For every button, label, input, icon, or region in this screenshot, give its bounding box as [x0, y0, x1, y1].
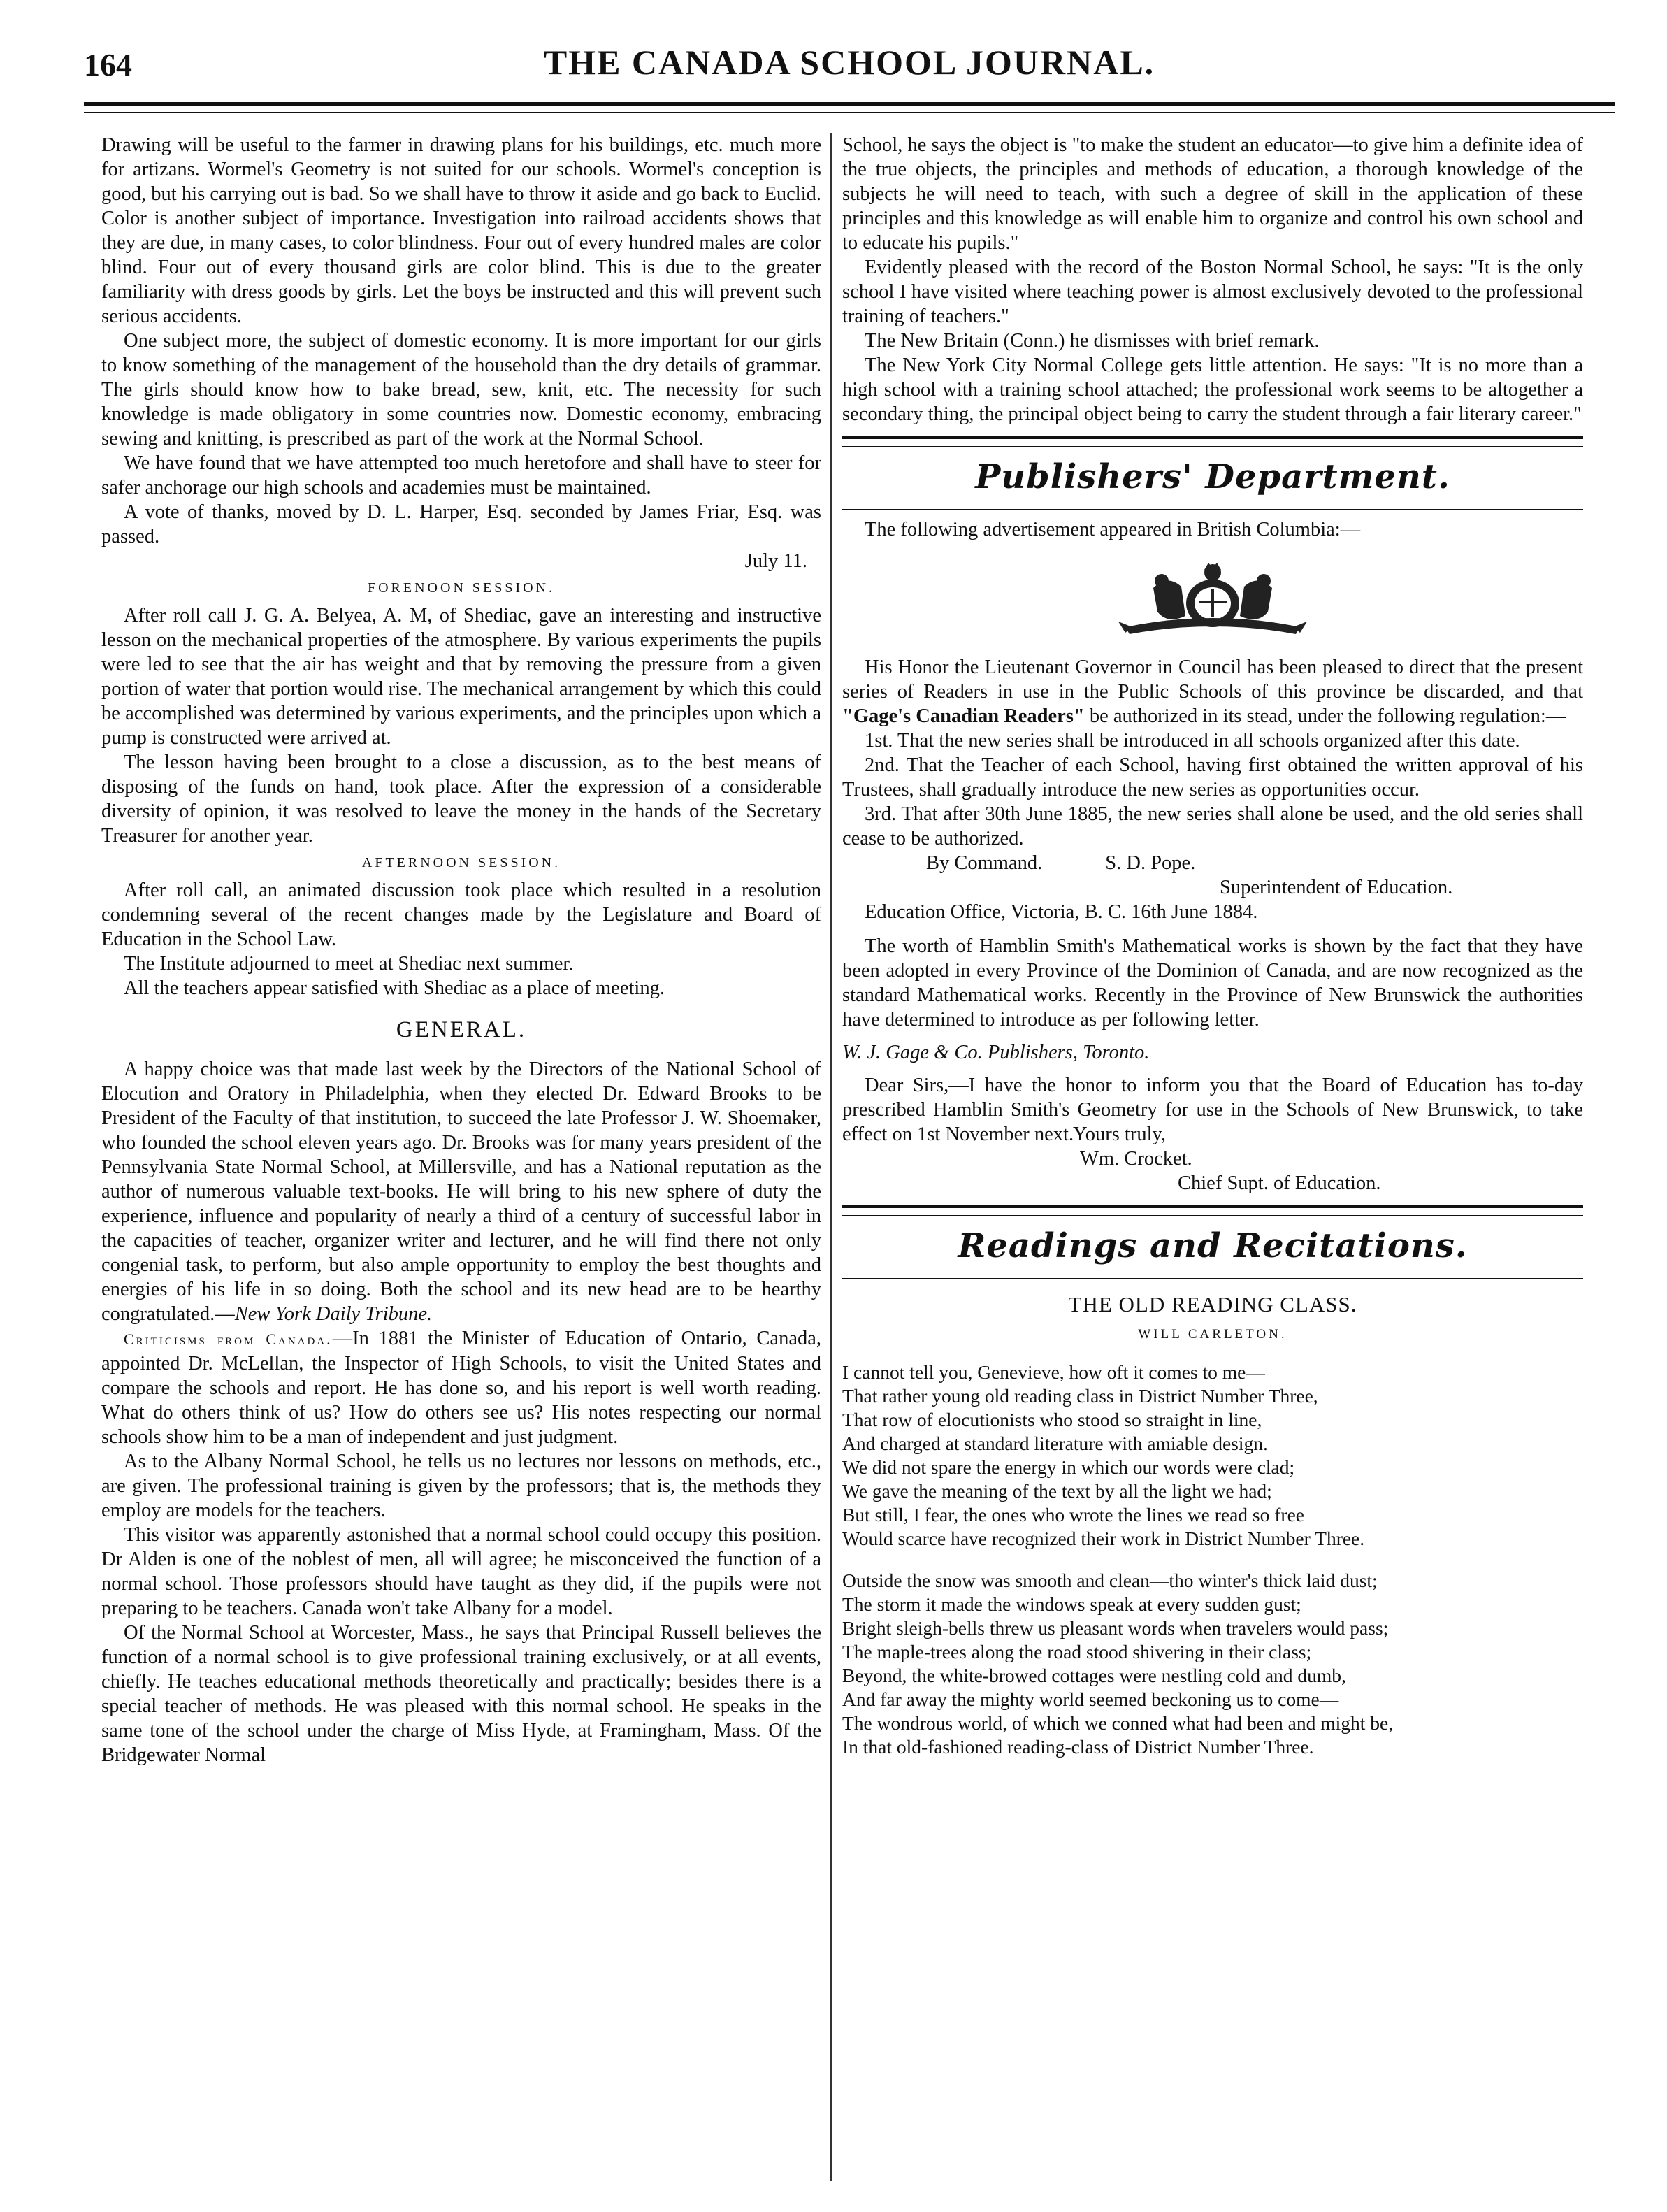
- poem-line: The maple-trees along the road stood shivering in their class;: [842, 1641, 1312, 1662]
- paragraph: Drawing will be useful to the farmer in drawing plans for his buildings, etc. much more for artizans. Wormel's Geometry is not suited for our schools. Wormel's conception is good, but his carrying out is bad. So we shall have to throw it aside and go back to Euclid. Color is another subject of importance. Investigation into railroad accidents shows that they are due, in many cases, to color blindness. Four out of every hundred males are color blind. Four out of every thousand girls are color blind. This is due to the greater familiarity with dress goods by girls. Let the boys be instructed and this will prevent such serious accidents.: [101, 134, 821, 327]
- paragraph-text: be authorized in its stead, under the following regulation:—: [1089, 705, 1566, 727]
- paragraph: The New Britain (Conn.) he dismisses with brief remark.: [865, 330, 1320, 352]
- paragraph: The New York City Normal College gets little attention. He says: "It is no more than a high school with a training school attached; the professional work seems to be altogether a secondary thing, the principal object being to carry the student through a fair literary career.": [842, 354, 1583, 425]
- paragraph: As to the Albany Normal School, he tells us no lectures nor lessons on methods, etc., are given. The professional training is given by the professors; that is, the methods they employ are models for the teachers.: [101, 1451, 821, 1521]
- general-heading: GENERAL.: [396, 1017, 527, 1042]
- header-rule-thin: [84, 112, 1615, 113]
- closing: Yours truly,: [1073, 1123, 1167, 1145]
- section-rule: [842, 436, 1583, 447]
- section-rule: [842, 509, 1583, 510]
- section-rule: [842, 1278, 1583, 1279]
- paragraph: Evidently pleased with the record of the Boston Normal School, he says: "It is the only school I have visited where teaching power is almost exclusively devoted to the professional training of teachers.": [842, 257, 1583, 327]
- poem-line: That row of elocutionists who stood so straight in line,: [842, 1409, 1262, 1430]
- page-header: [84, 42, 1615, 91]
- poem-title: THE OLD READING CLASS.: [1068, 1292, 1357, 1316]
- stanza: [842, 1569, 1583, 1759]
- addressee-line: W. J. Gage & Co. Publishers, Toronto.: [842, 1042, 1150, 1063]
- forenoon-session-heading: FORENOON SESSION.: [367, 580, 556, 596]
- by-command: By Command.: [926, 852, 1043, 874]
- dateline: July 11.: [744, 550, 807, 572]
- section-rule: [842, 1205, 1583, 1216]
- paragraph: [101, 1326, 821, 1449]
- coat-of-arms-icon: [1111, 560, 1314, 637]
- page-number: 164: [84, 47, 132, 82]
- poem-line: In that old-fashioned reading-class of District Number Three.: [842, 1736, 1314, 1758]
- paragraph: One subject more, the subject of domestic economy. It is more important for our girls to know something of the management of the household than the dry details of grammar. The girls should know how to bake bread, sew, knit, etc. The necessity for such knowledge is made obligatory in some countries now. Domestic economy, embracing sewing and knitting, is prescribed as part of the work at the Normal School.: [101, 330, 821, 450]
- readers-title: "Gage's Canadian Readers": [842, 705, 1085, 727]
- letter-signatory-title: Chief Supt. of Education.: [1178, 1172, 1381, 1194]
- paragraph: [101, 1057, 821, 1326]
- signature-line: [842, 851, 1583, 875]
- paragraph: The Institute adjourned to meet at Shediac next summer.: [124, 953, 574, 975]
- paragraph: The lesson having been brought to a close a discussion, as to the best means of disposing of the funds on hand, took place. After the expression of a considerable diversity of opinion, it was resolved to leave the money in the hands of the Secretary Treasurer for another year.: [101, 752, 821, 847]
- paragraph: The following advertisement appeared in British Columbia:—: [865, 519, 1361, 540]
- poem-author: WILL CARLETON.: [1138, 1327, 1287, 1342]
- letter-body: Dear Sirs,—I have the honor to inform you that the Board of Education has to-day prescribed Hamblin Smith's Geometry for use in the Schools of New Brunswick, to take effect on 1st November next.: [842, 1075, 1583, 1145]
- poem-line: That rather young old reading class in District Number Three,: [842, 1385, 1318, 1407]
- letter-signatory: Wm. Crocket.: [1080, 1148, 1192, 1170]
- poem-line: We gave the meaning of the text by all the light we had;: [842, 1480, 1272, 1502]
- column-divider: [830, 133, 832, 2181]
- paragraph: The worth of Hamblin Smith's Mathematical works is shown by the fact that they have been adopted in every Province of the Dominion of Canada, and are now recognized as the standard Mathematical works. Recently in the Province of New Brunswick the authorities have determined to introduce as per following letter.: [842, 935, 1583, 1030]
- poem-line: Outside the snow was smooth and clean—tho winter's thick laid dust;: [842, 1570, 1378, 1591]
- paragraph: School, he says the object is "to make the student an educator—to give him a definite idea of the true objects, the principles and methods of education, a thorough knowledge of the subjects he will need to teach, with such a degree of skill in the application of these principles and this knowledge as will enable him to organize and control his own school and to educate his pupils.": [842, 134, 1583, 254]
- publishers-department-heading: Publishers' Department.: [975, 457, 1450, 496]
- source-citation: New York Daily Tribune.: [234, 1303, 433, 1325]
- paragraph-text: —In 1881 the Minister of Education of Ontario, Canada, appointed Dr. McLellan, the Inspector of High Schools, to visit the United States and compare the schools and report. He has done so, and his report is well worth reading. What do others think of us? How do others see us? His notes respecting our normal schools show him to be a man of independent and just judgment.: [101, 1328, 821, 1448]
- afternoon-session-heading: AFTERNOON SESSION.: [361, 855, 561, 870]
- poem-line: And charged at standard literature with amiable design.: [842, 1432, 1268, 1454]
- poem-line: We did not spare the energy in which our words were clad;: [842, 1456, 1295, 1478]
- paragraph-text: A happy choice was that made last week by the Directors of the National School of Elocution and Oratory in Philadelphia, when they elected Dr. Edward Brooks to be President of the Faculty of that institution, to succeed the late Professor J. W. Shoemaker, who founded the school eleven years ago. Dr. Brooks was for many years president of the Pennsylvania State Normal School, at Millersville, and has a National reputation as the author of numerous valuable text-books. He will bring to his new sphere of duty the experience, influence and popularity of nearly a third of a century of successful labor in the capacities of teacher, organizer writer and lecturer, and he will find there not only congenial task, to perform, but also ample opportunity to employ the best thoughts and energies of his life in so doing. Both the school and its new head are to be hearthy congratulated.—: [101, 1058, 821, 1325]
- poem-line: Would scarce have recognized their work in District Number Three.: [842, 1528, 1365, 1549]
- paragraph: [842, 655, 1583, 728]
- paragraph: After roll call J. G. A. Belyea, A. M, of Shediac, gave an interesting and instructive lesson on the mechanical properties of the atmosphere. By various experiments the pupils were led to see that the air has weight and that by removing the pressure from a given portion of water that portion would rise. The mechanical arrangement by which this could be accomplished was determined by various experiments, and the principles upon which a pump is constructed were arrived at.: [101, 605, 821, 749]
- education-office-dateline: Education Office, Victoria, B. C. 16th June 1884.: [865, 901, 1258, 923]
- paragraph: Of the Normal School at Worcester, Mass., he says that Principal Russell believes the function of a normal school is to give professional training exclusively, or at all events, chiefly. He teaches educational methods theoretically and practically; besides there is a special teacher of methods. He was pleased with this normal school. He speaks in the same tone of the school under the charge of Miss Hyde, at Framingham, Mass. Of the Bridgewater Normal: [101, 1622, 821, 1766]
- header-rule-thick: [84, 102, 1615, 106]
- paragraph: A vote of thanks, moved by D. L. Harper, Esq. seconded by James Friar, Esq. was passed.: [101, 501, 821, 547]
- paragraph: We have found that we have attempted too much heretofore and shall have to steer for safer anchorage our high schools and academies must be maintained.: [101, 452, 821, 498]
- poem-line: Bright sleigh-bells threw us pleasant words when travelers would pass;: [842, 1617, 1389, 1639]
- right-column: [842, 133, 1583, 1777]
- regulation-item: 2nd. That the Teacher of each School, having first obtained the written approval of his Trustees, shall gradually introduce the new series as opportunities occur.: [842, 754, 1583, 800]
- readings-recitations-heading: Readings and Recitations.: [958, 1226, 1468, 1265]
- poem-line: The storm it made the windows speak at every sudden gust;: [842, 1593, 1301, 1615]
- poem-line: The wondrous world, of which we conned what had been and might be,: [842, 1712, 1394, 1734]
- journal-title: THE CANADA SCHOOL JOURNAL.: [543, 43, 1155, 82]
- paragraph: All the teachers appear satisfied with Shediac as a place of meeting.: [124, 977, 665, 999]
- poem: [842, 1360, 1583, 1759]
- stanza: [842, 1360, 1583, 1551]
- signatory-name: S. D. Pope.: [1105, 852, 1196, 874]
- left-column: [101, 133, 821, 1767]
- poem-line: I cannot tell you, Genevieve, how oft it comes to me—: [842, 1361, 1265, 1383]
- paragraph: This visitor was apparently astonished that a normal school could occupy this position. Dr Alden is one of the noblest of men, all will agree; he misconceived the function of a normal school. Those professors should have taught as they did, if the pupils were not preparing to be teachers. Canada won't take Albany for a model.: [101, 1524, 821, 1619]
- poem-line: But still, I fear, the ones who wrote the lines we read so free: [842, 1504, 1304, 1525]
- paragraph-text: His Honor the Lieutenant Governor in Council has been pleased to direct that the present series of Readers in use in the Public Schools of this province be discarded, and that: [842, 656, 1583, 703]
- paragraph: After roll call, an animated discussion took place which resulted in a resolution condemning several of the recent changes made by the Legislature and Board of Education in the School Law.: [101, 879, 821, 950]
- regulation-item: 3rd. That after 30th June 1885, the new series shall alone be used, and the old series shall cease to be authorized.: [842, 803, 1583, 849]
- poem-line: Beyond, the white-browed cottages were nestling cold and dumb,: [842, 1665, 1346, 1686]
- lead-in: Criticisms from Canada.: [124, 1330, 333, 1348]
- signatory-title: Superintendent of Education.: [1220, 877, 1453, 898]
- poem-line: And far away the mighty world seemed beckoning us to come—: [842, 1688, 1339, 1710]
- regulation-item: 1st. That the new series shall be introduced in all schools organized after this date.: [865, 730, 1520, 752]
